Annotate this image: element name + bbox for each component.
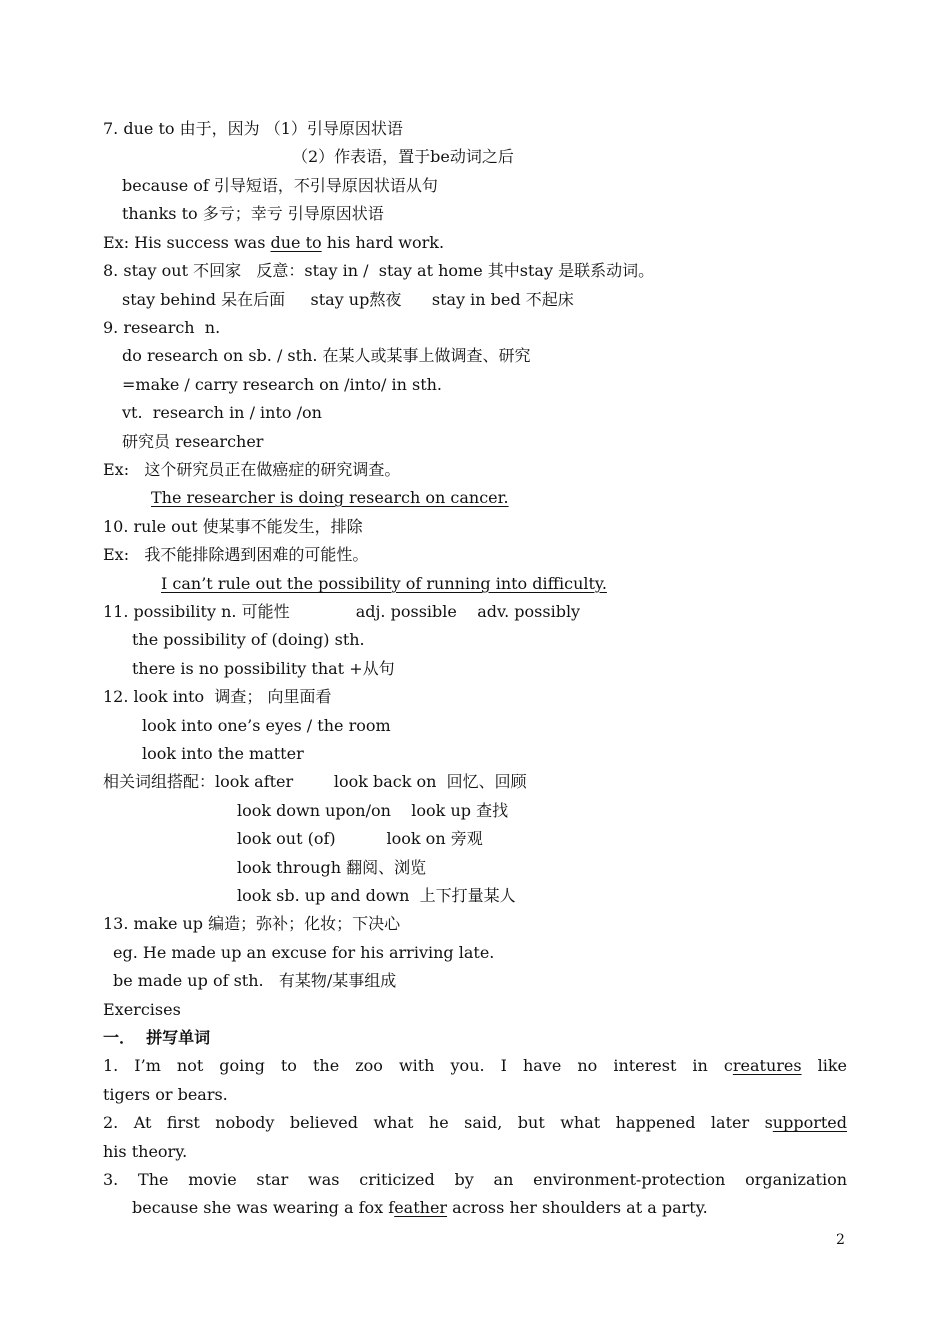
possibility-usage-2: there is no possibility that +从句	[132, 659, 395, 678]
item-13-heading: 13. make up 编造；弥补；化妆；下决心	[103, 914, 401, 933]
exercise-3-line-2: because she was wearing a fox feather across her shoulders at a party.	[132, 1198, 708, 1217]
exercise-2-line-2: his theory.	[103, 1142, 188, 1161]
research-usage-1: do research on sb. / sth. 在某人或某事上做调查、研究	[122, 346, 531, 365]
related-phrases-5: look sb. up and down 上下打量某人	[237, 886, 516, 905]
research-usage-2: =make / carry research on /into/ in sth.	[122, 375, 443, 394]
look-into-usage-2: look into the matter	[142, 744, 304, 763]
researcher-note: 研究员 researcher	[122, 432, 264, 451]
item-11-heading: 11. possibility n. 可能性 adj. possible adv. possibly	[103, 602, 581, 621]
underlined-phrase: due to	[270, 233, 322, 252]
example-research-en: The researcher is doing research on cancer.	[151, 488, 509, 507]
research-usage-3: vt. research in / into /on	[122, 403, 322, 422]
thanks-to-note: thanks to 多亏；幸亏 引导原因状语	[122, 204, 384, 223]
because-of-note: because of 引导短语，不引导原因状语从句	[122, 176, 438, 195]
item-10-heading: 10. rule out 使某事不能发生，排除	[103, 517, 363, 536]
exercise-1-line-1: 1. I’m not going to the zoo with you. I have no interest in creatures like	[103, 1056, 848, 1075]
item-8-heading: 8. stay out 不回家 反意：stay in / stay at home 其中stay 是联系动词。	[103, 261, 655, 280]
answer-feather: eather	[394, 1198, 448, 1217]
possibility-usage-1: the possibility of (doing) sth.	[132, 630, 365, 649]
item-12-heading: 12. look into 调查； 向里面看	[103, 687, 332, 706]
example-rule-out-cn: Ex: 我不能排除遇到困难的可能性。	[103, 545, 369, 564]
example-research-cn: Ex: 这个研究员正在做癌症的研究调查。	[103, 460, 401, 479]
answer-supported: upported	[772, 1113, 847, 1132]
item-7-usage-2: （2）作表语，置于be动词之后	[292, 147, 514, 166]
example-due-to: Ex: His success was due to his hard work.	[103, 233, 445, 252]
related-phrases-2: look down upon/on look up 查找	[237, 801, 509, 820]
exercise-1-line-2: tigers or bears.	[103, 1085, 228, 1104]
exercises-title: Exercises	[103, 1000, 181, 1019]
item-7-heading: 7. due to 由于，因为 （1）引导原因状语	[103, 119, 403, 138]
make-up-example: eg. He made up an excuse for his arriving late.	[113, 943, 495, 962]
look-into-usage-1: look into one’s eyes / the room	[142, 716, 391, 735]
stay-phrases: stay behind 呆在后面 stay up熬夜 stay in bed 不起床	[122, 290, 574, 309]
exercise-2-line-1: 2. At first nobody believed what he said, but what happened later supported	[103, 1113, 847, 1132]
related-phrases-3: look out (of) look on 旁观	[237, 829, 483, 848]
example-rule-out-en: I can’t rule out the possibility of running into difficulty.	[161, 574, 607, 593]
related-phrases-4: look through 翻阅、浏览	[237, 858, 427, 877]
answer-creatures: reatures	[732, 1056, 802, 1075]
section-one-title: 一． 拼写单词	[103, 1028, 211, 1047]
exercise-3-line-1: 3. The movie star was criticized by an environment-protection organization	[103, 1170, 847, 1189]
related-phrases: 相关词组搭配：look after look back on 回忆、回顾	[103, 772, 527, 791]
made-up-of-note: be made up of sth. 有某物/某事组成	[113, 971, 397, 990]
page-number: 2	[836, 1232, 845, 1248]
item-9-heading: 9. research n.	[103, 318, 221, 337]
